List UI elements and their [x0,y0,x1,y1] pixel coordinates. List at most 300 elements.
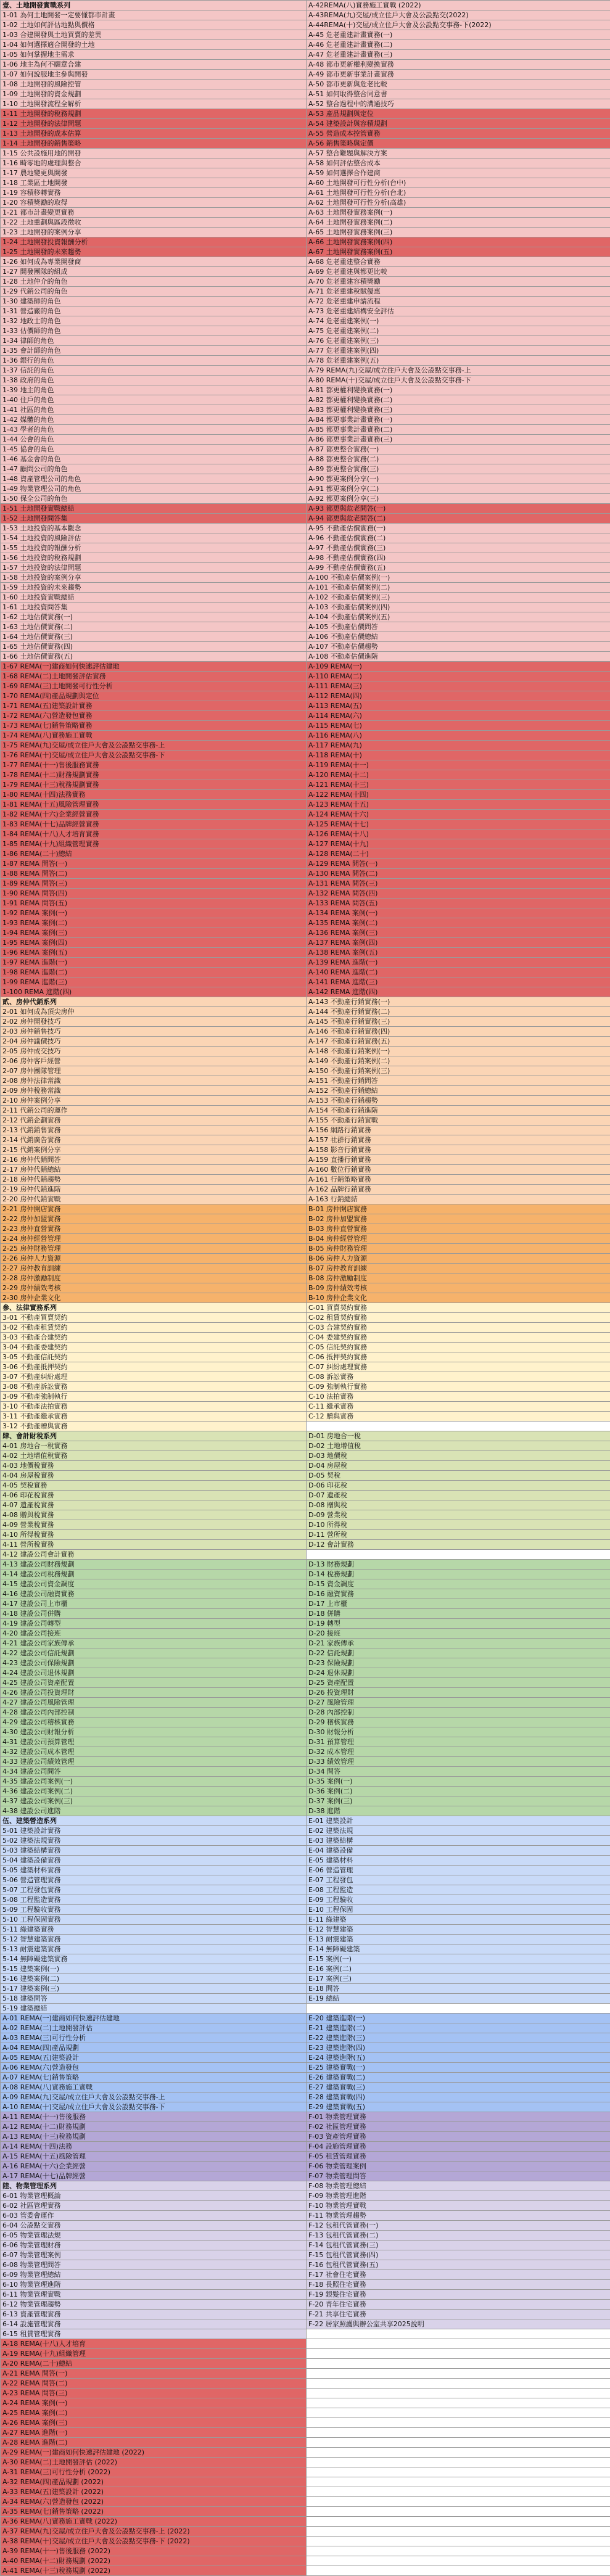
course-cell-left: 1-79 REMA(十三)稅務規劃實務 [1,780,307,790]
catalog-row [1,1125,610,1135]
course-cell-left: 4-21 建設公司家族傳承 [1,1639,307,1648]
course-cell-left: 1-40 住戶的角色 [1,395,307,405]
catalog-row [1,2250,610,2260]
course-cell-left: 5-05 建築材料實務 [1,1866,307,1875]
catalog-row [1,968,610,977]
course-cell-right: A-95 不動產估價實務(一) [307,524,610,533]
catalog-row [1,662,610,672]
catalog-row [1,50,610,60]
course-cell-right: D-38 進階 [307,1806,610,1816]
course-cell-right: A-163 行銷總結 [307,1195,610,1204]
course-cell-right [307,2389,610,2398]
course-cell-right: A-127 REMA(十九) [307,839,610,849]
catalog-row [1,1204,610,1214]
catalog-row [1,2290,610,2300]
course-cell-left: A-19 REMA(十九)組織管理 [1,2349,307,2359]
catalog-row [1,2221,610,2231]
catalog-row [1,247,610,257]
catalog-row [1,2260,610,2270]
catalog-row [1,2004,610,2014]
course-cell-left: 2-13 代銷銷售實務 [1,1125,307,1135]
course-cell-right: E-17 案例(三) [307,1974,610,1984]
course-cell-right: A-49 都市更新事業計畫實務 [307,70,610,80]
course-cell-left: 1-37 信託的角色 [1,366,307,376]
course-cell-right: C-11 繼承實務 [307,1402,610,1412]
catalog-row [1,642,610,652]
catalog-row [1,2092,610,2102]
course-cell-right: A-105 不動產估價問答 [307,622,610,632]
course-cell-left: 1-47 顧問公司的角色 [1,464,307,474]
catalog-row [1,2408,610,2418]
course-cell-right: A-113 REMA(五) [307,701,610,711]
catalog-row [1,1481,610,1491]
catalog-row [1,208,610,218]
catalog-row [1,2063,610,2073]
course-cell-left: 2-12 代銷企劃實務 [1,1116,307,1125]
catalog-row [1,1392,610,1402]
course-cell-left: 1-60 土地投資實戰總結 [1,593,307,603]
catalog-row [1,1461,610,1471]
course-cell-left: A-11 REMA(十一)售後服務 [1,2112,307,2122]
course-cell-right: E-21 建築進階(二) [307,2023,610,2033]
catalog-row [1,2369,610,2379]
course-cell-right: A-80 REMA(十)交屋/成立住戶大會及公設點交事務-下 [307,376,610,385]
catalog-row [1,1224,610,1234]
catalog-row [1,1796,610,1806]
course-cell-left: 6-01 物業管理概論 [1,2191,307,2201]
catalog-row [1,1362,610,1372]
course-cell-right: A-139 REMA 進階(一) [307,958,610,968]
course-cell-right: F-21 共享住宅實務 [307,2310,610,2319]
catalog-row [1,1875,610,1885]
catalog-row [1,1787,610,1796]
catalog-row [1,1777,610,1787]
catalog-row [1,889,610,899]
catalog-row [1,1737,610,1747]
course-cell-left: A-10 REMA(十)交屋/成立住戶大會及公設點交事務-下 [1,2102,307,2112]
course-cell-left: 1-18 工業區土地開發 [1,178,307,188]
catalog-row [1,2162,610,2171]
catalog-row [1,1007,610,1017]
course-cell-left: 5-08 工程監造實務 [1,1895,307,1905]
course-cell-right: B-01 房仲開店實務 [307,1204,610,1214]
course-cell-left: 1-78 REMA(十二)財務規劃實務 [1,770,307,780]
course-cell-right: A-128 REMA(二十) [307,849,610,859]
catalog-row [1,287,610,297]
course-cell-right: D-36 案例(二) [307,1787,610,1796]
course-cell-left: 3-11 不動產繼承實務 [1,1412,307,1422]
course-cell-left: 2-17 房仲代銷總結 [1,1165,307,1175]
course-cell-left: 4-24 建設公司退休規劃 [1,1668,307,1678]
course-cell-right: A-81 都更權利變換實務(一) [307,385,610,395]
catalog-row [1,1826,610,1836]
catalog-row [1,711,610,721]
catalog-row [1,366,610,376]
catalog-row [1,731,610,741]
course-cell-left: 4-35 建設公司案例(一) [1,1777,307,1787]
catalog-row [1,2566,610,2576]
course-cell-right: F-18 長照住宅實務 [307,2280,610,2290]
course-cell-left: 6-02 社區管理實務 [1,2201,307,2211]
catalog-row [1,1441,610,1451]
course-cell-left: A-20 REMA(二十)總結 [1,2359,307,2369]
course-cell-left: 2-15 代銷案例分享 [1,1145,307,1155]
course-cell-left: 1-02 土地如何評估地點與價格 [1,20,307,30]
course-cell-left: 4-02 土地增值稅實務 [1,1451,307,1461]
course-cell-left: 1-55 土地投資的報酬分析 [1,543,307,553]
course-cell-right: B-10 房仲企業文化 [307,1293,610,1303]
course-cell-left: A-06 REMA(六)營造發包 [1,2063,307,2073]
catalog-row [1,1027,610,1037]
catalog-row [1,2389,610,2398]
catalog-row [1,2537,610,2546]
catalog-row [1,1165,610,1175]
course-cell-right: E-09 工程驗收 [307,1895,610,1905]
course-cell-left: A-40 REMA(十二)財務規劃 (2022) [1,2556,307,2566]
course-cell-left: 1-61 土地投資問答集 [1,603,307,612]
course-cell-left: 4-05 契稅實務 [1,1481,307,1491]
catalog-row [1,760,610,770]
course-cell-left: 1-100 REMA 進階(四) [1,987,307,997]
catalog-row [1,514,610,524]
course-cell-left: 3-12 不動產贈與實務 [1,1422,307,1431]
course-cell-left: 4-13 建設公司財務規劃 [1,1560,307,1570]
catalog-row [1,178,610,188]
course-cell-right: A-114 REMA(六) [307,711,610,721]
course-cell-left: 1-05 如何掌握地主需求 [1,50,307,60]
course-cell-right: A-146 不動產行銷實務(四) [307,1027,610,1037]
course-cell-right: E-16 案例(二) [307,1964,610,1974]
course-cell-left: A-34 REMA(六)營造發包 (2022) [1,2497,307,2507]
catalog-row [1,1106,610,1116]
catalog-row [1,563,610,573]
course-cell-right: A-147 不動產行銷實務(五) [307,1037,610,1047]
course-cell-right: D-03 地價稅 [307,1451,610,1461]
catalog-row [1,1402,610,1412]
course-cell-left: 陸、物業管理系列 [1,2181,307,2191]
course-cell-right: E-10 工程保固 [307,1905,610,1915]
course-cell-right: A-59 如何選擇合作建商 [307,168,610,178]
catalog-row [1,938,610,948]
catalog-row [1,1885,610,1895]
catalog-row [1,1343,610,1352]
catalog-row [1,297,610,307]
course-cell-right: A-84 都更事業計畫實務(一) [307,415,610,425]
catalog-row [1,2053,610,2063]
course-cell-right: D-18 併購 [307,1609,610,1619]
course-cell-right: A-79 REMA(九)交屋/成立住戶大會及公設點交事務-上 [307,366,610,376]
catalog-row [1,474,610,484]
course-cell-left: 2-10 房仲案例分享 [1,1096,307,1106]
course-cell-right: F-16 包租代管實務(五) [307,2260,610,2270]
course-cell-left: 1-88 REMA 問答(二) [1,869,307,879]
catalog-row [1,1599,610,1609]
course-cell-right: E-27 建築實戰(三) [307,2083,610,2092]
course-cell-right: D-12 會計實務 [307,1540,610,1550]
course-cell-left: A-24 REMA 案例(一) [1,2398,307,2408]
course-cell-right: A-57 整合難題與解決方案 [307,149,610,158]
catalog-row [1,1195,610,1204]
catalog-row [1,2102,610,2112]
catalog-row [1,800,610,810]
catalog-row [1,681,610,691]
course-cell-left: 2-05 房仲成交技巧 [1,1047,307,1056]
course-cell-right: D-20 接班 [307,1629,610,1639]
course-cell-left: 6-11 物業管理實戰 [1,2290,307,2300]
course-cell-left: 1-29 代銷公司的角色 [1,287,307,297]
course-cell-left: 貳、房仲代銷系列 [1,997,307,1007]
catalog-row [1,1767,610,1777]
catalog-row [1,1323,610,1333]
catalog-row [1,2231,610,2241]
course-cell-left: 5-04 建築設備實務 [1,1856,307,1866]
course-cell-right [307,2566,610,2576]
course-cell-left: A-37 REMA(九)交屋/成立住戶大會及公設點交事務-上 (2022) [1,2527,307,2537]
catalog-row [1,1609,610,1619]
course-cell-right: A-97 不動產估價實務(三) [307,543,610,553]
catalog-row [1,1451,610,1461]
catalog-row [1,464,610,474]
course-cell-right: A-75 危老重建案例(二) [307,326,610,336]
course-cell-right: A-68 危老重建整合實務 [307,257,610,267]
course-cell-right: F-10 物業管理實戰 [307,2201,610,2211]
course-cell-left: A-32 REMA(四)產品規劃 (2022) [1,2477,307,2487]
course-cell-right: A-74 危老重建案例(一) [307,316,610,326]
course-cell-left: 4-14 建設公司稅務規劃 [1,1570,307,1579]
course-cell-left: 4-29 建設公司稽核實務 [1,1718,307,1727]
course-cell-left: 1-64 土地估價實務(三) [1,632,307,642]
course-cell-left: 2-09 房仲稅務常識 [1,1086,307,1096]
course-cell-left: 2-20 房仲代銷實戰 [1,1195,307,1204]
course-cell-right: C-08 訴訟實務 [307,1372,610,1382]
course-cell-left: 1-84 REMA(十八)人才培育實務 [1,829,307,839]
catalog-row [1,810,610,820]
course-cell-left: 4-22 建設公司信託規劃 [1,1648,307,1658]
catalog-row [1,1944,610,1954]
course-cell-left: 2-24 房仲經營管理 [1,1234,307,1244]
course-cell-right: A-151 不動產行銷問答 [307,1076,610,1086]
catalog-row [1,1678,610,1688]
course-cell-left: A-05 REMA(五)建築設計 [1,2053,307,2063]
course-cell-right: A-156 網路行銷實務 [307,1125,610,1135]
catalog-row [1,770,610,780]
course-cell-right: A-48 都市更新權利變換實務 [307,60,610,70]
catalog-row [1,1520,610,1530]
course-cell-right: A-93 都更與危老問答(一) [307,504,610,514]
course-cell-right: A-87 都更整合實務(一) [307,445,610,455]
catalog-row [1,395,610,405]
course-cell-right: F-19 銀髮住宅實務 [307,2290,610,2300]
catalog-row [1,1579,610,1589]
catalog-row [1,504,610,514]
course-cell-left: 4-34 建設公司問答 [1,1767,307,1777]
catalog-row [1,119,610,129]
course-cell-right [307,2458,610,2467]
course-cell-right: A-47 危老重建計畫實務(三) [307,50,610,60]
course-cell-left: 1-27 開發團隊的組成 [1,267,307,277]
catalog-row [1,188,610,198]
course-cell-right: D-19 轉型 [307,1619,610,1629]
course-cell-left: 1-66 土地估價實務(五) [1,652,307,662]
catalog-row [1,1175,610,1185]
catalog-row [1,2349,610,2359]
catalog-row [1,70,610,80]
course-cell-right: C-10 法拍實務 [307,1392,610,1402]
catalog-row [1,1076,610,1086]
course-cell-left: 1-30 建築師的角色 [1,297,307,307]
course-cell-left: 2-02 房仲開發技巧 [1,1017,307,1027]
course-cell-left: 3-09 不動產強制執行 [1,1392,307,1402]
course-cell-left: 1-34 律師的角色 [1,336,307,346]
course-cell-right: A-64 土地開發實務案例(二) [307,218,610,228]
course-cell-right [307,1422,610,1431]
catalog-row [1,2448,610,2458]
course-cell-right: A-45 危老重建計畫實務(一) [307,30,610,40]
course-cell-left: A-08 REMA(八)實務施工實戰 [1,2083,307,2092]
course-cell-left: A-14 REMA(十四)法務 [1,2142,307,2152]
course-cell-left: 3-01 不動產買賣契約 [1,1313,307,1323]
course-cell-left: 4-33 建設公司績效管理 [1,1757,307,1767]
course-cell-left: A-13 REMA(十三)稅務規劃 [1,2132,307,2142]
course-cell-right: E-06 營造管理 [307,1866,610,1875]
course-cell-left: 6-13 資產管理實務 [1,2310,307,2319]
course-cell-left: A-18 REMA(十八)人才培育 [1,2339,307,2349]
catalog-row [1,198,610,208]
course-cell-left: 1-49 物業管理公司的角色 [1,484,307,494]
catalog-row [1,2339,610,2349]
catalog-row [1,2458,610,2467]
catalog-row [1,2033,610,2043]
catalog-row [1,237,610,247]
course-cell-left: 1-83 REMA(十七)品牌經營實務 [1,820,307,829]
course-cell-right: A-102 不動產估價案例(三) [307,593,610,603]
course-cell-right: F-12 包租代管實務(一) [307,2221,610,2231]
course-cell-left: 5-16 建築案例(二) [1,1974,307,1984]
course-cell-left: 4-23 建設公司保險規劃 [1,1658,307,1668]
catalog-row [1,2507,610,2517]
course-cell-left: 1-23 土地開發的案例分享 [1,228,307,237]
course-cell-left: A-39 REMA(十一)售後服務 (2022) [1,2546,307,2556]
course-cell-left: 2-06 房仲客戶經營 [1,1056,307,1066]
course-cell-right: E-13 耐震建築 [307,1935,610,1944]
catalog-row [1,139,610,149]
course-cell-right: A-116 REMA(八) [307,731,610,741]
catalog-row [1,553,610,563]
course-cell-left: 2-27 房仲教育訓練 [1,1264,307,1274]
course-cell-left: 3-04 不動產委建契約 [1,1343,307,1352]
course-cell-right [307,2556,610,2566]
catalog-row [1,99,610,109]
course-cell-right: F-04 設施管理實務 [307,2142,610,2152]
catalog-row [1,40,610,50]
catalog-row [1,356,610,366]
course-cell-left: 5-17 建築案例(三) [1,1984,307,1994]
course-cell-left: 5-18 建築問答 [1,1994,307,2004]
catalog-row [1,780,610,790]
course-cell-left: 4-08 贈與稅實務 [1,1510,307,1520]
course-cell-left: 1-87 REMA 問答(一) [1,859,307,869]
course-cell-left: 2-21 房仲開店實務 [1,1204,307,1214]
course-cell-right: A-104 不動產估價案例(五) [307,612,610,622]
course-cell-right: A-124 REMA(十六) [307,810,610,820]
course-cell-left: 5-09 工程驗收實務 [1,1905,307,1915]
catalog-row [1,1234,610,1244]
catalog-row [1,1708,610,1718]
catalog-row [1,1648,610,1658]
course-cell-left: A-12 REMA(十二)財務規劃 [1,2122,307,2132]
course-cell-left: 1-90 REMA 問答(四) [1,889,307,899]
catalog-row [1,1214,610,1224]
course-cell-left: 1-41 社區的角色 [1,405,307,415]
course-cell-left: 1-50 保全公司的角色 [1,494,307,504]
course-cell-left: 4-27 建設公司風險管理 [1,1698,307,1708]
course-cell-right: A-50 都市更新與危老比較 [307,80,610,89]
catalog-row [1,129,610,139]
catalog-row [1,1915,610,1925]
course-cell-right [307,2339,610,2349]
course-cell-right: A-83 都更權利變換實務(三) [307,405,610,415]
course-cell-right [307,2329,610,2339]
catalog-row [1,899,610,908]
course-cell-right [307,2379,610,2389]
catalog-row [1,1974,610,1984]
catalog-row [1,1589,610,1599]
course-cell-right [307,2369,610,2379]
course-cell-right [307,2408,610,2418]
course-cell-right: A-98 不動產估價實務(四) [307,553,610,563]
course-cell-right [307,2349,610,2359]
course-cell-left: 5-06 營造管理實務 [1,1875,307,1885]
catalog-row [1,1,610,10]
course-cell-left: 1-52 土地開發問答集 [1,514,307,524]
course-cell-left: 1-42 媒體的角色 [1,415,307,425]
course-cell-right: A-53 產品規劃與定位 [307,109,610,119]
course-cell-right: A-145 不動產行銷實務(三) [307,1017,610,1027]
course-cell-right: A-119 REMA(十一) [307,760,610,770]
catalog-row [1,2112,610,2122]
course-cell-right [307,2487,610,2497]
catalog-row [1,2023,610,2033]
course-cell-right: A-82 都更權利變換實務(二) [307,395,610,405]
catalog-row [1,908,610,918]
course-cell-left: 4-06 印花稅實務 [1,1491,307,1500]
course-cell-left: 1-17 農地變更與開發 [1,168,307,178]
course-cell-right: A-73 危老重建結構安全評估 [307,307,610,316]
course-cell-left: 1-45 協會的角色 [1,445,307,455]
course-cell-right: A-99 不動產估價實務(五) [307,563,610,573]
course-cell-left: 1-33 估價師的角色 [1,326,307,336]
catalog-row [1,1530,610,1540]
catalog-row [1,1816,610,1826]
course-cell-right: A-70 危老重建容積獎勵 [307,277,610,287]
catalog-row [1,2270,610,2280]
course-cell-right: A-122 REMA(十四) [307,790,610,800]
course-cell-right: A-60 土地開發可行性分析(台中) [307,178,610,188]
course-cell-left: 5-19 建築總結 [1,2004,307,2014]
catalog-row [1,1283,610,1293]
course-cell-left: 肆、會計財稅系列 [1,1431,307,1441]
catalog-row [1,741,610,751]
catalog-row [1,1017,610,1027]
course-cell-left: 1-56 土地投資的稅務規劃 [1,553,307,563]
course-cell-left: A-36 REMA(八)實務施工實戰 (2022) [1,2517,307,2527]
course-cell-left: 1-21 都市計畫變更實務 [1,208,307,218]
course-cell-left: 6-05 物業管理法規 [1,2231,307,2241]
course-cell-left: 6-06 物業管理財務 [1,2241,307,2250]
course-cell-left: A-25 REMA 案例(二) [1,2408,307,2418]
catalog-row [1,267,610,277]
catalog-row [1,2319,610,2329]
